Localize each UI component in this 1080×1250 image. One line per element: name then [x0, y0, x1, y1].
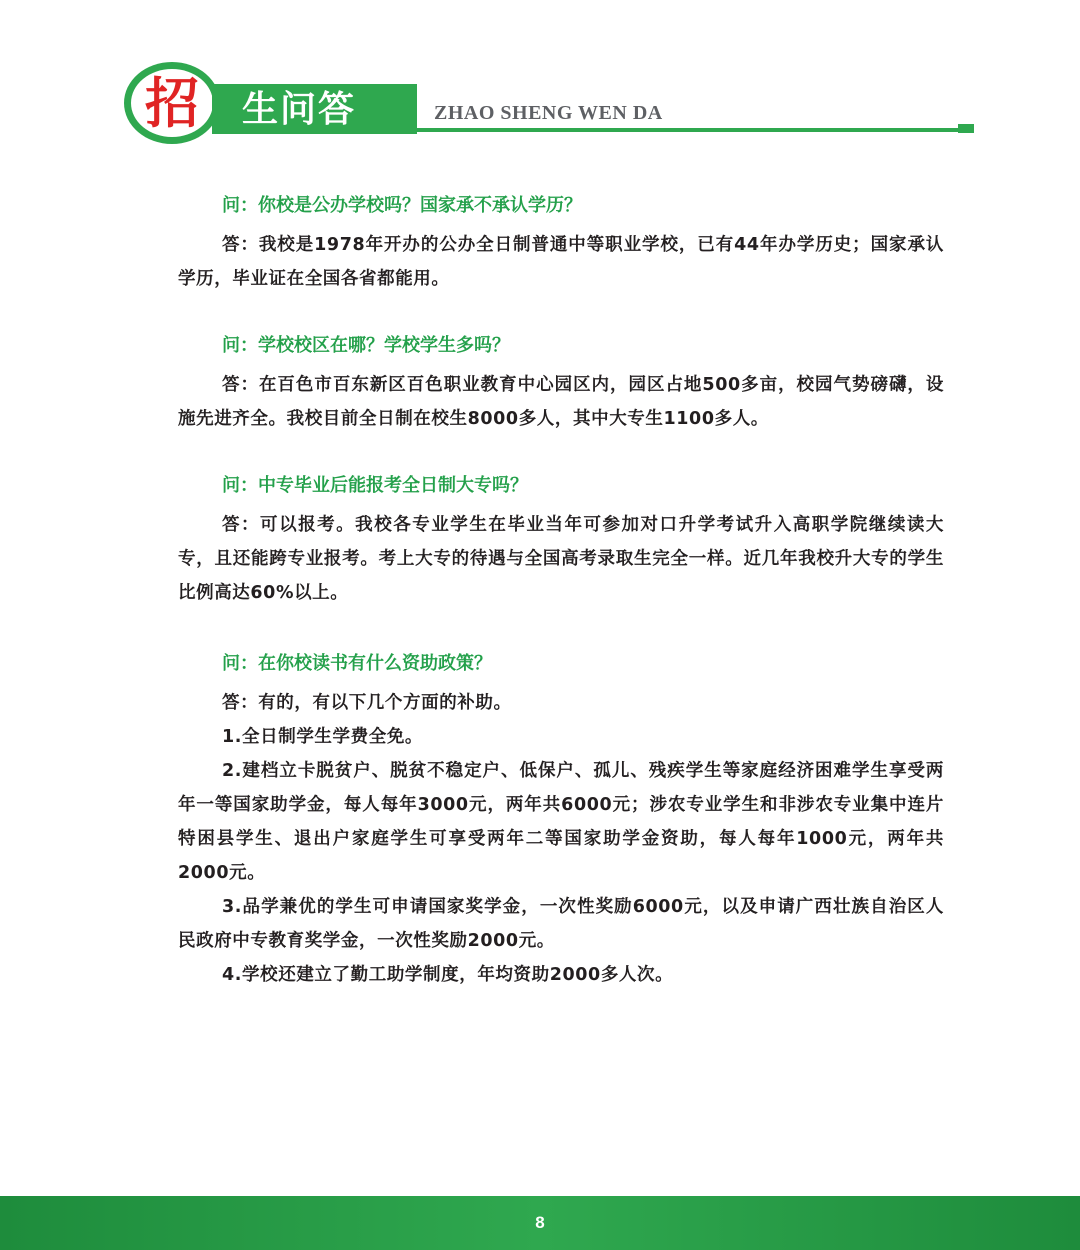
answer-list-item: 4.学校还建立了勤工助学制度，年均资助2000多人次。 [222, 965, 674, 985]
logo-badge [124, 62, 220, 144]
question-text: 问：中专毕业后能报考全日制大专吗？ [222, 475, 528, 496]
answer-list-item: 3.品学兼优的学生可申请国家奖学金，一次性奖励6000元，以及申请广西壮族自治区人民政府中专教育奖学金，一次性奖励2000元。 [178, 897, 944, 951]
qa-item [178, 332, 944, 436]
section-title: 生问答 [242, 88, 357, 130]
title-band [212, 84, 417, 134]
qa-item [178, 650, 944, 992]
page-footer [0, 1196, 1080, 1250]
logo-badge-inner [131, 69, 213, 137]
header-divider [417, 128, 962, 132]
logo-character: 招 [145, 71, 199, 135]
page-number: 8 [535, 1213, 545, 1232]
answer-paragraph: 答：有的，有以下几个方面的补助。 [222, 693, 512, 713]
question-text: 问：学校校区在哪？学校学生多吗？ [222, 335, 510, 356]
question-text: 问：你校是公办学校吗？国家承不承认学历？ [222, 195, 582, 216]
qa-content [178, 192, 944, 992]
header-divider-end [958, 124, 974, 133]
answer-paragraph: 答：在百色市百东新区百色职业教育中心园区内，园区占地500多亩，校园气势磅礴，设施先进齐全。我校目前全日制在校生8000多人，其中大专生1100多人。 [178, 375, 944, 429]
question-text: 问：在你校读书有什么资助政策？ [222, 653, 492, 674]
answer-paragraph: 答：可以报考。我校各专业学生在毕业当年可参加对口升学考试升入高职学院继续读大专，且还能跨专业报考。考上大专的待遇与全国高考录取生完全一样。近几年我校升大专的学生比例高达60%以上。 [178, 515, 944, 603]
answer-list-item: 1.全日制学生学费全免。 [222, 727, 424, 747]
qa-item [178, 192, 944, 296]
page-header [0, 0, 1080, 150]
answer-list-item: 2.建档立卡脱贫户、脱贫不稳定户、低保户、孤儿、残疾学生等家庭经济困难学生享受两年一等国家助学金，每人每年3000元，两年共6000元；涉农专业学生和非涉农专业集中连片特困县学生、退出户家庭学生可享受两年二等国家助学金资助，每人每年1000元，两年共2000元。 [178, 761, 944, 883]
answer-paragraph: 答：我校是1978年开办的公办全日制普通中等职业学校，已有44年办学历史；国家承认学历，毕业证在全国各省都能用。 [178, 235, 944, 289]
qa-item [178, 472, 944, 610]
section-title-pinyin: ZHAO SHENG WEN DA [434, 102, 663, 124]
